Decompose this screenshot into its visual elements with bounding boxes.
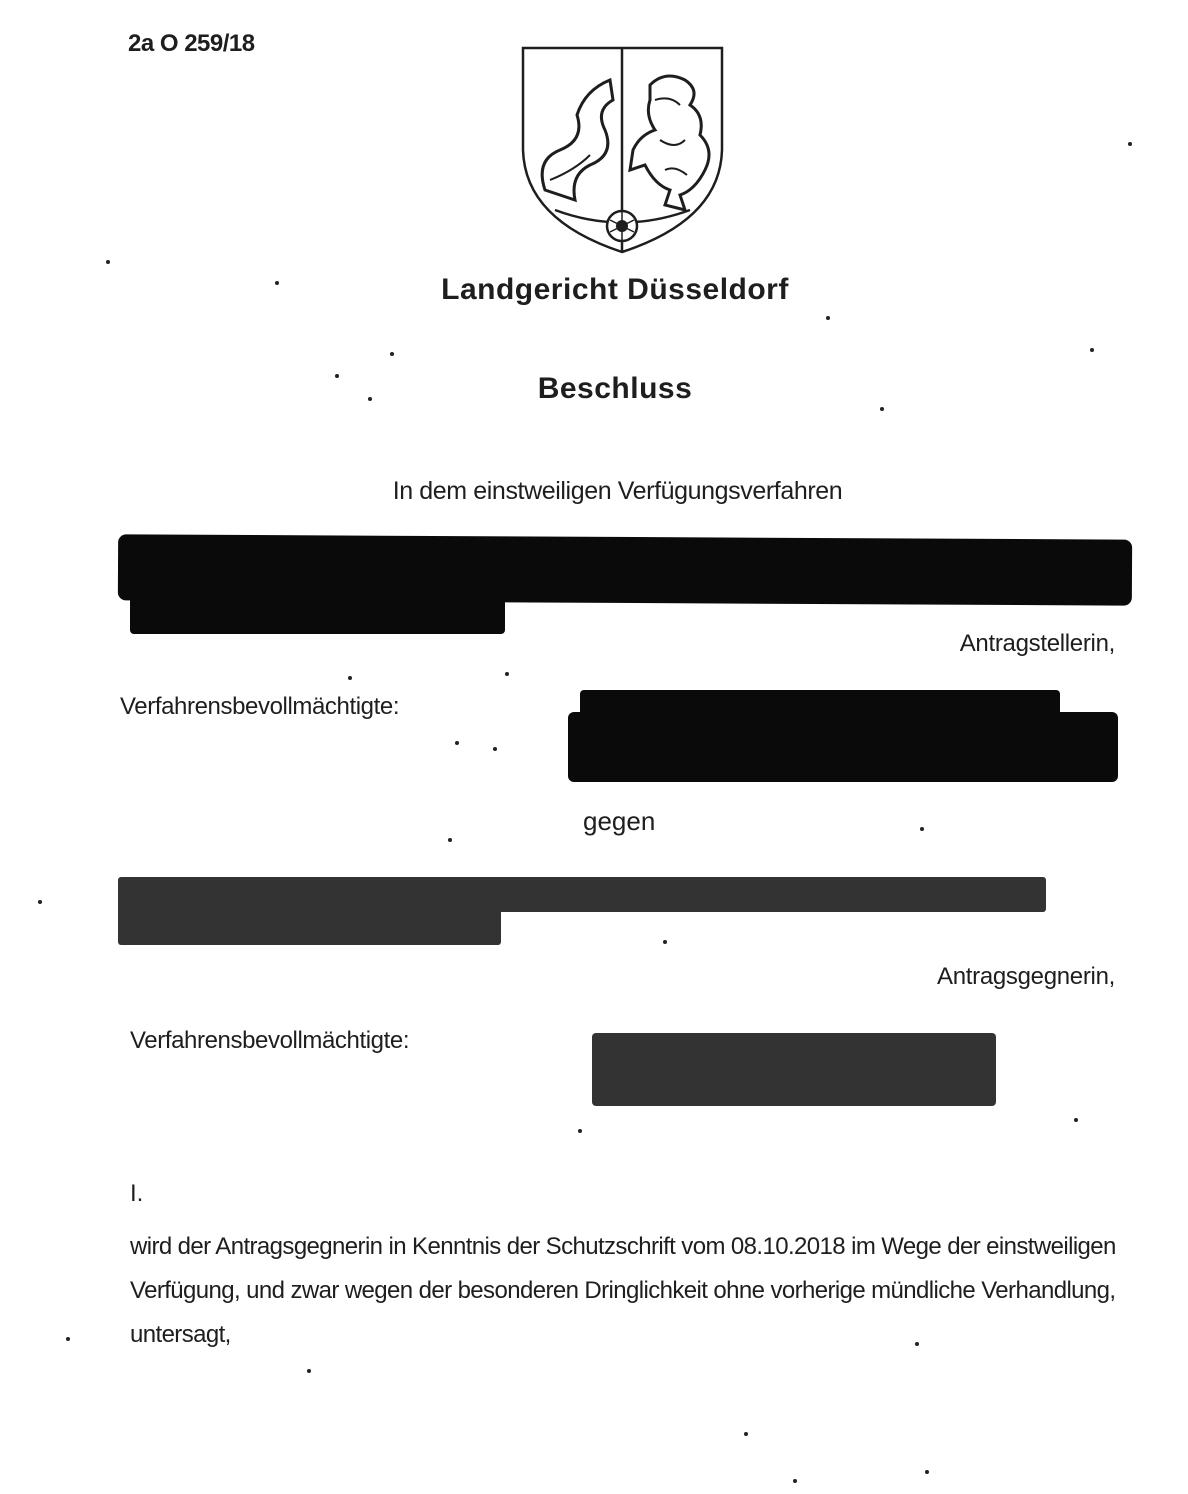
versus-label: gegen [583, 806, 656, 836]
applicant-role: Antragstellerin, [959, 630, 1115, 657]
respondent-role: Antragsgegnerin, [937, 963, 1115, 990]
applicant-counsel-label: Verfahrensbevollmächtigte: [120, 693, 400, 720]
case-number: 2a O 259/18 [128, 30, 255, 57]
respondent-counsel-label: Verfahrensbevollmächtigte: [130, 1027, 410, 1054]
court-name: Landgericht Düsseldorf [441, 273, 789, 306]
proceedings-line: In dem einstweiligen Verfügungsverfahren [392, 477, 843, 505]
document-title: Beschluss [537, 372, 693, 405]
body-paragraph: wird der Antragsgegnerin in Kenntnis der Schutzschrift vom 08.10.2018 im Wege der einstweiligen Verfügung, und zwar wegen der besonderen Dringlichkeit ohne vorherige mündliche Verhandlung, untersagt, [130, 1233, 1116, 1348]
section-number: I. [130, 1180, 144, 1207]
coat-of-arms-nrw-icon [515, 40, 730, 258]
